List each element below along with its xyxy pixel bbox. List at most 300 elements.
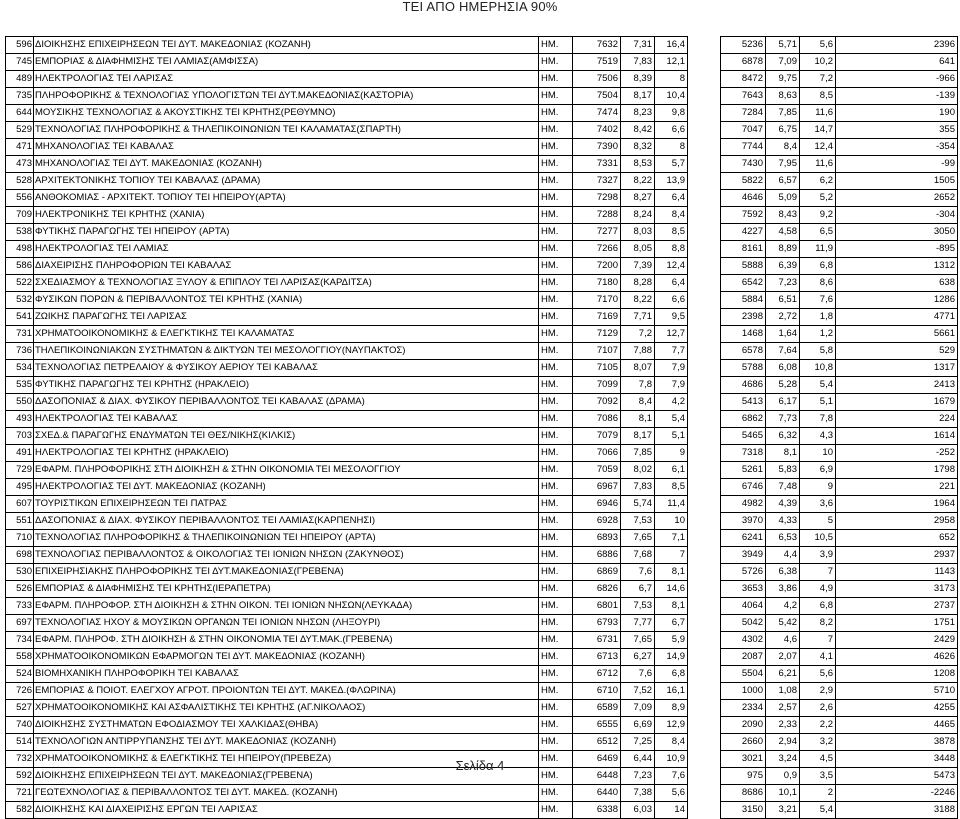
percent-a: 9,5	[655, 309, 688, 326]
page-number: Σελίδα 4	[455, 758, 505, 773]
study-type: ΗΜ.	[539, 156, 573, 173]
base-score: 7086	[573, 411, 621, 428]
study-type: ΗΜ.	[539, 581, 573, 598]
base-score: 6448	[573, 768, 621, 785]
difference: 2396	[836, 37, 958, 54]
percent-b: 1,2	[800, 326, 836, 343]
prev-score-ratio: 8,43	[766, 207, 800, 224]
department-code: 745	[6, 54, 34, 71]
prev-base-score: 3970	[721, 513, 766, 530]
table-row	[6, 564, 958, 581]
percent-a: 8,4	[655, 207, 688, 224]
percent-b: 11,9	[800, 241, 836, 258]
study-type: ΗΜ.	[539, 479, 573, 496]
percent-a: 16,1	[655, 683, 688, 700]
study-type: ΗΜ.	[539, 802, 573, 819]
column-gap	[688, 581, 721, 598]
difference: 1614	[836, 428, 958, 445]
base-score: 6893	[573, 530, 621, 547]
base-score: 6946	[573, 496, 621, 513]
difference: 1505	[836, 173, 958, 190]
score-ratio: 8,22	[621, 292, 655, 309]
prev-base-score: 4302	[721, 632, 766, 649]
department-code: 726	[6, 683, 34, 700]
table-row	[6, 785, 958, 802]
base-score: 6712	[573, 666, 621, 683]
score-ratio: 7,85	[621, 445, 655, 462]
department-code: 489	[6, 71, 34, 88]
base-score: 6710	[573, 683, 621, 700]
department-name: ΗΛΕΚΤΡΟΛΟΓΙΑΣ ΤΕΙ ΚΡΗΤΗΣ (ΗΡΑΚΛΕΙΟ)	[34, 445, 539, 462]
department-code: 522	[6, 275, 34, 292]
percent-b: 6,9	[800, 462, 836, 479]
prev-score-ratio: 7,23	[766, 275, 800, 292]
difference: 355	[836, 122, 958, 139]
department-name: ΔΙΟΙΚΗΣΗΣ ΣΥΣΤΗΜΑΤΩΝ ΕΦΟΔΙΑΣΜΟΥ ΤΕΙ ΧΑΛΚΙΔΑΣ(ΘΗΒΑ)	[34, 717, 539, 734]
column-gap	[688, 411, 721, 428]
percent-a: 9,8	[655, 105, 688, 122]
study-type: ΗΜ.	[539, 292, 573, 309]
prev-score-ratio: 4,39	[766, 496, 800, 513]
column-gap	[688, 173, 721, 190]
base-score: 6589	[573, 700, 621, 717]
percent-a: 11,4	[655, 496, 688, 513]
column-gap	[688, 377, 721, 394]
percent-a: 5,4	[655, 411, 688, 428]
percent-a: 10	[655, 513, 688, 530]
study-type: ΗΜ.	[539, 139, 573, 156]
department-name: ΒΙΟΜΗΧΑΝΙΚΗ ΠΛΗΡΟΦΟΡΙΚΗ ΤΕΙ ΚΑΒΑΛΑΣ	[34, 666, 539, 683]
table-row	[6, 717, 958, 734]
prev-score-ratio: 6,51	[766, 292, 800, 309]
table-row	[6, 139, 958, 156]
percent-b: 3,9	[800, 547, 836, 564]
percent-b: 10,8	[800, 360, 836, 377]
percent-b: 5,1	[800, 394, 836, 411]
table-row	[6, 190, 958, 207]
prev-score-ratio: 2,72	[766, 309, 800, 326]
page-title: ΤΕΙ ΑΠΟ ΗΜΕΡΗΣΙΑ 90%	[402, 0, 558, 14]
prev-score-ratio: 4,6	[766, 632, 800, 649]
percent-a: 8,4	[655, 734, 688, 751]
department-name: ΗΛΕΚΤΡΟΛΟΓΙΑΣ ΤΕΙ ΚΑΒΑΛΑΣ	[34, 411, 539, 428]
prev-score-ratio: 9,75	[766, 71, 800, 88]
prev-base-score: 1000	[721, 683, 766, 700]
table-row	[6, 275, 958, 292]
score-ratio: 7,88	[621, 343, 655, 360]
department-name: ΑΡΧΙΤΕΚΤΟΝΙΚΗΣ ΤΟΠΙΟΥ ΤΕΙ ΚΑΒΑΛΑΣ (ΔΡΑΜΑ)	[34, 173, 539, 190]
prev-score-ratio: 3,24	[766, 751, 800, 768]
difference: 3050	[836, 224, 958, 241]
percent-b: 4,9	[800, 581, 836, 598]
prev-score-ratio: 6,21	[766, 666, 800, 683]
prev-score-ratio: 5,28	[766, 377, 800, 394]
score-ratio: 7,53	[621, 598, 655, 615]
percent-a: 4,2	[655, 394, 688, 411]
table-row	[6, 734, 958, 751]
department-code: 729	[6, 462, 34, 479]
prev-score-ratio: 6,39	[766, 258, 800, 275]
percent-a: 16,4	[655, 37, 688, 54]
difference: 3188	[836, 802, 958, 819]
table-row	[6, 54, 958, 71]
base-score: 7079	[573, 428, 621, 445]
percent-b: 4,1	[800, 649, 836, 666]
difference: 2429	[836, 632, 958, 649]
difference: 1286	[836, 292, 958, 309]
score-ratio: 8,27	[621, 190, 655, 207]
percent-a: 13,9	[655, 173, 688, 190]
study-type: ΗΜ.	[539, 632, 573, 649]
column-gap	[688, 224, 721, 241]
percent-a: 5,1	[655, 428, 688, 445]
score-ratio: 7,6	[621, 666, 655, 683]
study-type: ΗΜ.	[539, 547, 573, 564]
prev-base-score: 4227	[721, 224, 766, 241]
percent-b: 5,2	[800, 190, 836, 207]
score-ratio: 8,28	[621, 275, 655, 292]
percent-b: 4,3	[800, 428, 836, 445]
percent-b: 9,2	[800, 207, 836, 224]
percent-b: 2	[800, 785, 836, 802]
department-name: ΕΦΑΡΜ. ΠΛΗΡΟΦ. ΣΤΗ ΔΙΟΙΚΗΣΗ & ΣΤΗΝ ΟΙΚΟΝΟΜΙΑ ΤΕΙ ΔΥΤ.ΜΑΚ.(ΓΡΕΒΕΝΑ)	[34, 632, 539, 649]
base-score: 6826	[573, 581, 621, 598]
column-gap	[688, 37, 721, 54]
prev-score-ratio: 6,17	[766, 394, 800, 411]
department-name: ΖΩΙΚΗΣ ΠΑΡΑΓΩΓΗΣ ΤΕΙ ΛΑΡΙΣΑΣ	[34, 309, 539, 326]
difference: 2937	[836, 547, 958, 564]
base-score: 6967	[573, 479, 621, 496]
department-code: 644	[6, 105, 34, 122]
prev-score-ratio: 8,1	[766, 445, 800, 462]
score-ratio: 7,53	[621, 513, 655, 530]
department-name: ΔΙΟΙΚΗΣΗΣ ΕΠΙΧΕΙΡΗΣΕΩΝ ΤΕΙ ΔΥΤ. ΜΑΚΕΔΟΝΙΑΣ (ΚΟΖΑΝΗ)	[34, 37, 539, 54]
base-score: 7266	[573, 241, 621, 258]
score-ratio: 7,25	[621, 734, 655, 751]
percent-b: 7,6	[800, 292, 836, 309]
column-gap	[688, 632, 721, 649]
department-code: 527	[6, 700, 34, 717]
department-name: ΦΥΤΙΚΗΣ ΠΑΡΑΓΩΓΗΣ ΤΕΙ ΗΠΕΙΡΟΥ (ΑΡΤΑ)	[34, 224, 539, 241]
prev-base-score: 2090	[721, 717, 766, 734]
table-row	[6, 615, 958, 632]
difference: -966	[836, 71, 958, 88]
department-code: 732	[6, 751, 34, 768]
department-code: 558	[6, 649, 34, 666]
base-score: 6731	[573, 632, 621, 649]
percent-b: 8,2	[800, 615, 836, 632]
table-row	[6, 598, 958, 615]
percent-b: 10	[800, 445, 836, 462]
percent-a: 14	[655, 802, 688, 819]
score-ratio: 6,03	[621, 802, 655, 819]
base-score: 7390	[573, 139, 621, 156]
base-score: 7277	[573, 224, 621, 241]
difference: 3173	[836, 581, 958, 598]
table-row	[6, 258, 958, 275]
prev-score-ratio: 6,57	[766, 173, 800, 190]
department-code: 697	[6, 615, 34, 632]
prev-base-score: 4982	[721, 496, 766, 513]
prev-score-ratio: 8,89	[766, 241, 800, 258]
department-code: 709	[6, 207, 34, 224]
table-row	[6, 207, 958, 224]
table-row	[6, 428, 958, 445]
department-code: 491	[6, 445, 34, 462]
prev-score-ratio: 4,58	[766, 224, 800, 241]
difference: 641	[836, 54, 958, 71]
percent-b: 5	[800, 513, 836, 530]
column-gap	[688, 326, 721, 343]
score-ratio: 8,05	[621, 241, 655, 258]
base-score: 6555	[573, 717, 621, 734]
department-code: 698	[6, 547, 34, 564]
percent-a: 6,4	[655, 275, 688, 292]
department-name: ΔΙΟΙΚΗΣΗΣ ΚΑΙ ΔΙΑΧΕΙΡΙΣΗΣ ΕΡΓΩΝ ΤΕΙ ΛΑΡΙΣΑΣ	[34, 802, 539, 819]
department-code: 703	[6, 428, 34, 445]
percent-a: 6,4	[655, 190, 688, 207]
table-row	[6, 156, 958, 173]
percent-b: 8,6	[800, 275, 836, 292]
prev-base-score: 8472	[721, 71, 766, 88]
study-type: ΗΜ.	[539, 326, 573, 343]
column-gap	[688, 292, 721, 309]
prev-score-ratio: 6,53	[766, 530, 800, 547]
table-row	[6, 479, 958, 496]
study-type: ΗΜ.	[539, 275, 573, 292]
percent-a: 14,9	[655, 649, 688, 666]
base-score: 6886	[573, 547, 621, 564]
table-row	[6, 241, 958, 258]
department-code: 556	[6, 190, 34, 207]
percent-a: 5,6	[655, 785, 688, 802]
percent-b: 7	[800, 564, 836, 581]
difference: 2413	[836, 377, 958, 394]
column-gap	[688, 734, 721, 751]
prev-base-score: 5236	[721, 37, 766, 54]
base-score: 7632	[573, 37, 621, 54]
department-code: 734	[6, 632, 34, 649]
department-code: 529	[6, 122, 34, 139]
base-score: 6469	[573, 751, 621, 768]
table-row	[6, 343, 958, 360]
difference: -99	[836, 156, 958, 173]
department-name: ΗΛΕΚΤΡΟΛΟΓΙΑΣ ΤΕΙ ΔΥΤ. ΜΑΚΕΔΟΝΙΑΣ (ΚΟΖΑΝΗ)	[34, 479, 539, 496]
column-gap	[688, 445, 721, 462]
study-type: ΗΜ.	[539, 224, 573, 241]
table-row	[6, 802, 958, 819]
prev-score-ratio: 3,86	[766, 581, 800, 598]
study-type: ΗΜ.	[539, 513, 573, 530]
prev-score-ratio: 0,9	[766, 768, 800, 785]
prev-base-score: 3150	[721, 802, 766, 819]
column-gap	[688, 394, 721, 411]
department-code: 582	[6, 802, 34, 819]
table-row	[6, 309, 958, 326]
column-gap	[688, 547, 721, 564]
score-ratio: 7,31	[621, 37, 655, 54]
score-ratio: 7,77	[621, 615, 655, 632]
difference: 529	[836, 343, 958, 360]
table-row	[6, 122, 958, 139]
table-row	[6, 71, 958, 88]
score-ratio: 7,6	[621, 564, 655, 581]
base-score: 7092	[573, 394, 621, 411]
base-score: 7129	[573, 326, 621, 343]
study-type: ΗΜ.	[539, 122, 573, 139]
department-code: 514	[6, 734, 34, 751]
score-ratio: 7,83	[621, 54, 655, 71]
base-score: 7506	[573, 71, 621, 88]
prev-base-score: 5888	[721, 258, 766, 275]
prev-score-ratio: 4,2	[766, 598, 800, 615]
prev-base-score: 7318	[721, 445, 766, 462]
base-score: 6793	[573, 615, 621, 632]
score-ratio: 7,2	[621, 326, 655, 343]
department-name: ΗΛΕΚΤΡΟΝΙΚΗΣ ΤΕΙ ΚΡΗΤΗΣ (ΧΑΝΙΑ)	[34, 207, 539, 224]
department-name: ΤΟΥΡΙΣΤΙΚΩΝ ΕΠΙΧΕΙΡΗΣΕΩΝ ΤΕΙ ΠΑΤΡΑΣ	[34, 496, 539, 513]
base-score: 6869	[573, 564, 621, 581]
department-code: 733	[6, 598, 34, 615]
study-type: ΗΜ.	[539, 54, 573, 71]
score-ratio: 8,42	[621, 122, 655, 139]
column-gap	[688, 190, 721, 207]
prev-score-ratio: 2,57	[766, 700, 800, 717]
prev-base-score: 6578	[721, 343, 766, 360]
prev-base-score: 2087	[721, 649, 766, 666]
department-code: 735	[6, 88, 34, 105]
table-row	[6, 445, 958, 462]
difference: 652	[836, 530, 958, 547]
table-row	[6, 224, 958, 241]
difference: -2246	[836, 785, 958, 802]
prev-score-ratio: 5,09	[766, 190, 800, 207]
percent-a: 7,1	[655, 530, 688, 547]
score-ratio: 8,32	[621, 139, 655, 156]
study-type: ΗΜ.	[539, 411, 573, 428]
prev-base-score: 5413	[721, 394, 766, 411]
department-name: ΤΗΛΕΠΙΚΟΙΝΩΝΙΑΚΩΝ ΣΥΣΤΗΜΑΤΩΝ & ΔΙΚΤΥΩΝ ΤΕΙ ΜΕΣΟΛΟΓΓΙΟΥ(ΝΑΥΠΑΚΤΟΣ)	[34, 343, 539, 360]
department-name: ΜΗΧΑΝΟΛΟΓΙΑΣ ΤΕΙ ΔΥΤ. ΜΑΚΕΔΟΝΙΑΣ (ΚΟΖΑΝΗ)	[34, 156, 539, 173]
department-code: 592	[6, 768, 34, 785]
difference: -252	[836, 445, 958, 462]
department-code: 596	[6, 37, 34, 54]
score-ratio: 8,24	[621, 207, 655, 224]
score-ratio: 8,4	[621, 394, 655, 411]
ranking-table	[5, 36, 958, 819]
study-type: ΗΜ.	[539, 615, 573, 632]
column-gap	[688, 598, 721, 615]
study-type: ΗΜ.	[539, 700, 573, 717]
difference: 5473	[836, 768, 958, 785]
study-type: ΗΜ.	[539, 190, 573, 207]
department-code: 473	[6, 156, 34, 173]
base-score: 7099	[573, 377, 621, 394]
prev-score-ratio: 7,48	[766, 479, 800, 496]
department-name: ΓΕΩΤΕΧΝΟΛΟΓΙΑΣ & ΠΕΡΙΒΑΛΛΟΝΤΟΣ ΤΕΙ ΔΥΤ. ΜΑΚΕΔ. (ΚΟΖΑΝΗ)	[34, 785, 539, 802]
difference: 4626	[836, 649, 958, 666]
department-name: ΤΕΧΝΟΛΟΓΙΑΣ ΗΧΟΥ & ΜΟΥΣΙΚΩΝ ΟΡΓΑΝΩΝ ΤΕΙ ΙΟΝΙΩΝ ΝΗΣΩΝ (ΛΗΞΟΥΡΙ)	[34, 615, 539, 632]
department-code: 471	[6, 139, 34, 156]
difference: 221	[836, 479, 958, 496]
department-code: 535	[6, 377, 34, 394]
department-code: 731	[6, 326, 34, 343]
department-code: 721	[6, 785, 34, 802]
percent-a: 10,4	[655, 88, 688, 105]
column-gap	[688, 428, 721, 445]
percent-b: 7,2	[800, 71, 836, 88]
prev-base-score: 7592	[721, 207, 766, 224]
percent-a: 8	[655, 139, 688, 156]
prev-base-score: 6862	[721, 411, 766, 428]
department-name: ΕΜΠΟΡΙΑΣ & ΔΙΑΦΗΜΙΣΗΣ ΤΕΙ ΛΑΜΙΑΣ(ΑΜΦΙΣΣΑ)	[34, 54, 539, 71]
base-score: 6338	[573, 802, 621, 819]
column-gap	[688, 564, 721, 581]
column-gap	[688, 802, 721, 819]
department-name: ΧΡΗΜΑΤΟΟΙΚΟΝΟΜΙΚΗΣ & ΕΛΕΓΚΤΙΚΗΣ ΤΕΙ ΚΑΛΑΜΑΤΑΣ	[34, 326, 539, 343]
prev-base-score: 5788	[721, 360, 766, 377]
department-code: 532	[6, 292, 34, 309]
score-ratio: 8,23	[621, 105, 655, 122]
score-ratio: 6,7	[621, 581, 655, 598]
difference: 2958	[836, 513, 958, 530]
department-name: ΔΑΣΟΠΟΝΙΑΣ & ΔΙΑΧ. ΦΥΣΙΚΟΥ ΠΕΡΙΒΑΛΛΟΝΤΟΣ ΤΕΙ ΛΑΜΙΑΣ(ΚΑΡΠΕΝΗΣΙ)	[34, 513, 539, 530]
difference: -139	[836, 88, 958, 105]
department-name: ΧΡΗΜΑΤΟΟΙΚΟΝΟΜΙΚΗΣ & ΕΛΕΓΚΤΙΚΗΣ ΤΕΙ ΗΠΕΙΡΟΥ(ΠΡΕΒΕΖΑ)	[34, 751, 539, 768]
column-gap	[688, 615, 721, 632]
prev-base-score: 5261	[721, 462, 766, 479]
study-type: ΗΜ.	[539, 241, 573, 258]
percent-b: 12,4	[800, 139, 836, 156]
prev-base-score: 6878	[721, 54, 766, 71]
prev-base-score: 5465	[721, 428, 766, 445]
column-gap	[688, 360, 721, 377]
department-name: ΔΙΑΧΕΙΡΙΣΗΣ ΠΛΗΡΟΦΟΡΙΩΝ ΤΕΙ ΚΑΒΑΛΑΣ	[34, 258, 539, 275]
column-gap	[688, 207, 721, 224]
prev-base-score: 5042	[721, 615, 766, 632]
percent-a: 6,6	[655, 292, 688, 309]
department-name: ΕΦΑΡΜ. ΠΛΗΡΟΦΟΡΙΚΗΣ ΣΤΗ ΔΙΟΙΚΗΣΗ & ΣΤΗΝ ΟΙΚΟΝΟΜΙΑ ΤΕΙ ΜΕΣΟΛΟΓΓΙΟΥ	[34, 462, 539, 479]
table-row	[6, 360, 958, 377]
department-code: 551	[6, 513, 34, 530]
percent-b: 5,6	[800, 666, 836, 683]
base-score: 7059	[573, 462, 621, 479]
column-gap	[688, 513, 721, 530]
percent-a: 10,9	[655, 751, 688, 768]
score-ratio: 8,02	[621, 462, 655, 479]
department-name: ΑΝΘΟΚΟΜΙΑΣ - ΑΡΧΙΤΕΚΤ. ΤΟΠΙΟΥ ΤΕΙ ΗΠΕΙΡΟΥ(ΑΡΤΑ)	[34, 190, 539, 207]
prev-base-score: 3949	[721, 547, 766, 564]
base-score: 6713	[573, 649, 621, 666]
score-ratio: 7,09	[621, 700, 655, 717]
base-score: 7298	[573, 190, 621, 207]
score-ratio: 8,07	[621, 360, 655, 377]
department-name: ΔΙΟΙΚΗΣΗΣ ΕΠΙΧΕΙΡΗΣΕΩΝ ΤΕΙ ΔΥΤ. ΜΑΚΕΔΟΝΙΑΣ(ΓΡΕΒΕΝΑ)	[34, 768, 539, 785]
table-row	[6, 700, 958, 717]
score-ratio: 7,71	[621, 309, 655, 326]
study-type: ΗΜ.	[539, 394, 573, 411]
percent-b: 2,9	[800, 683, 836, 700]
table-row	[6, 411, 958, 428]
percent-b: 2,6	[800, 700, 836, 717]
study-type: ΗΜ.	[539, 598, 573, 615]
base-score: 7474	[573, 105, 621, 122]
department-name: ΕΜΠΟΡΙΑΣ & ΔΙΑΦΗΜΙΣΗΣ ΤΕΙ ΚΡΗΤΗΣ(ΙΕΡΑΠΕΤΡΑ)	[34, 581, 539, 598]
study-type: ΗΜ.	[539, 173, 573, 190]
base-score: 7519	[573, 54, 621, 71]
column-gap	[688, 105, 721, 122]
department-name: ΔΑΣΟΠΟΝΙΑΣ & ΔΙΑΧ. ΦΥΣΙΚΟΥ ΠΕΡΙΒΑΛΛΟΝΤΟΣ ΤΕΙ ΚΑΒΑΛΑΣ (ΔΡΑΜΑ)	[34, 394, 539, 411]
